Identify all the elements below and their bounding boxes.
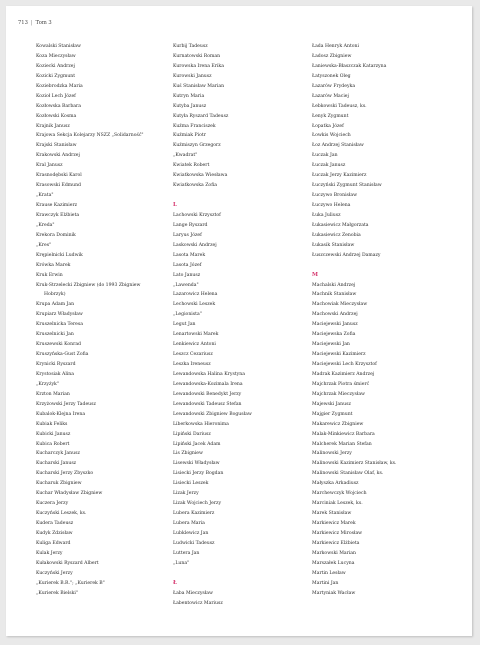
- index-entry: Lechowski Leszek: [173, 302, 216, 308]
- index-entry: Malak-Minkiewicz Barbara: [312, 431, 375, 437]
- index-entry: Koza Mieczysław: [36, 53, 76, 59]
- index-entry: Majewski Janusz: [312, 401, 351, 407]
- volume-label: Tom 3: [35, 20, 52, 26]
- index-entry: Kuliga Edward: [36, 540, 71, 546]
- index-entry: Łaniewska-Błaszczak Katarzyna: [312, 63, 387, 69]
- index-entry: Lizak Jerzy: [173, 491, 199, 497]
- index-entry: Łazarów Maciej: [312, 93, 349, 99]
- index-entry: Łebkowski Tadeusz, ks.: [312, 103, 367, 109]
- index-entry: Malinowski Jerzy: [312, 451, 352, 457]
- index-entry: Krawczyk Elżbieta: [36, 212, 80, 218]
- index-entry: Kruszyńska-Gust Zofia: [36, 352, 89, 358]
- index-entry: Łuczywo Helena: [312, 203, 351, 208]
- index-column-2: [173, 42, 309, 608]
- index-entry: Kurnatowski Roman: [173, 53, 221, 59]
- index-entry: Lasota Marek: [173, 252, 206, 258]
- document-page: [6, 6, 472, 636]
- index-entry: Liberkowska Hieronima: [173, 421, 229, 427]
- index-entry: Martin Lesław: [312, 570, 346, 576]
- index-entry: Koziecki Andrzej: [36, 63, 75, 69]
- blank-line: [173, 569, 309, 579]
- index-entry: Łukasiewicz Zenobia: [312, 232, 361, 238]
- index-entry: Machowiak Mieczysław: [312, 302, 368, 308]
- index-entry: Maciejewski Jan: [312, 342, 350, 348]
- index-entry: Malinowski Kazimierz Stanisław, ks.: [312, 461, 397, 467]
- index-entry: Leszka Ireneusz: [173, 362, 211, 367]
- index-entry: Kwiatkowska Zofia: [173, 183, 217, 189]
- index-entry: Machowski Andrzej: [312, 312, 358, 318]
- index-entry: Kulak Jerzy: [36, 550, 63, 556]
- index-entry: Laryus Józef: [173, 232, 202, 238]
- header-separator: |: [30, 20, 33, 26]
- section-letter: M: [312, 271, 318, 278]
- index-entry: Legut Jan: [173, 322, 196, 328]
- index-entry: Lewandowski Zbigniew Bogusław: [173, 411, 252, 417]
- index-entry: Kuczera Jerzy: [36, 501, 69, 507]
- index-entry: Lachowski Krzysztof: [173, 212, 221, 218]
- index-entry: Łopatka Józef: [312, 123, 344, 129]
- index-entry: „Lawenda": [173, 282, 199, 288]
- index-entry: Kuźmiszyn Grzegorz: [173, 143, 221, 149]
- index-entry: Lenartowski Marek: [173, 332, 219, 338]
- index-entry: Maciejewski Lech Krzysztof: [312, 362, 377, 367]
- index-entry: Krasowski Edmund: [36, 183, 81, 189]
- index-entry: Kudera Tadeusz: [36, 521, 74, 526]
- index-entry: Lisiecki Jerzy Bogdan: [173, 471, 224, 477]
- index-entry: Malinowski Stanisław Olaf, ks.: [312, 471, 384, 477]
- index-entry: Krajowa Sekcja Kolejarzy NSZZ „Solidarność": [36, 133, 144, 139]
- index-entry: Łowkis Wojciech: [312, 133, 351, 139]
- index-entry: Krystosiak Alina: [36, 371, 74, 377]
- index-entry: Kuchar Władysław Zbigniew: [36, 491, 103, 497]
- index-entry: Kudyk Zdzisław: [36, 530, 73, 536]
- index-entry: Krępielnicki Ludwik: [36, 252, 83, 258]
- index-entry: Łuszczewski Andrzej Damazy: [312, 252, 381, 258]
- index-entry: Kowalski Stanisław: [36, 44, 81, 49]
- index-entry: Marszałek Lucyna: [312, 560, 355, 566]
- index-entry: Kucharczyk Janusz: [36, 451, 80, 457]
- index-entry: Kruszelnicka Teresa: [36, 322, 83, 328]
- index-entry: Kurbij Tadeusz: [173, 44, 208, 49]
- index-entry: Kozłowski Kosma: [36, 113, 77, 119]
- index-entry: Markiewicz Marek: [312, 521, 356, 526]
- index-entry: Lizak Wojciech Jerzy: [173, 501, 222, 507]
- index-entry: Markiewicz Elżbieta: [312, 540, 360, 546]
- index-entry: Krzyżowski Jerzy Tadeusz: [36, 401, 96, 407]
- index-entry: Martini Jan: [312, 580, 339, 586]
- index-entry: Hobrzyk): [44, 292, 66, 298]
- index-entry: Lisewski Władysław: [173, 461, 220, 467]
- index-entry: Łaba Mieczysław: [173, 590, 213, 596]
- index-entry: Łatyszonek Oleg: [312, 73, 351, 79]
- index-entry: Markowski Marian: [312, 550, 356, 556]
- index-entry: „Kurierek Bielski": [36, 590, 78, 596]
- index-entry: Lewandowski Tadeusz Stefan: [173, 401, 242, 407]
- index-entry: Kwiatek Robert: [173, 163, 210, 169]
- index-entry: Majchrzak Mieczysław: [312, 391, 365, 397]
- index-entry: Małyszka Arkadiusz: [312, 481, 359, 487]
- index-entry: „Kwadrat": [173, 153, 198, 159]
- index-entry: Kucharski Jerzy Zbyszko: [36, 471, 94, 477]
- index-entry: Łukasiewicz Małgorzata: [312, 222, 369, 228]
- index-entry: Machnik Stanisław: [312, 292, 357, 298]
- index-entry: Krówka Marek: [36, 262, 71, 268]
- index-entry: Laskowski Andrzej: [173, 242, 217, 248]
- index-entry: Kuś Stanisław Marian: [173, 83, 225, 89]
- index-entry: Kucharski Janusz: [36, 461, 77, 467]
- index-entry: „Legionista": [173, 312, 202, 318]
- index-entry: „Krzyżyk": [36, 381, 59, 387]
- index-entry: Łuczak Jerzy Kazimierz: [312, 173, 367, 179]
- index-entry: Lubera Kazimierz: [173, 511, 215, 517]
- index-entry: Krynicki Ryszard: [36, 362, 76, 367]
- index-entry: Kruszelnicki Jan: [36, 332, 74, 338]
- index-entry: Maciejewski Kazimierz: [312, 352, 366, 358]
- index-entry: Makarewicz Zbigniew: [312, 421, 364, 427]
- index-entry: Lazarowicz Helena: [173, 292, 218, 298]
- index-entry: Markiewicz Mirosław: [312, 530, 363, 536]
- index-entry: Kurowska Irena Erika: [173, 63, 224, 69]
- index-entry: Kutryn Maria: [173, 93, 205, 99]
- index-entry: Łada Henryk Antoni: [312, 44, 359, 49]
- index-entry: Kral Janusz: [36, 163, 63, 169]
- index-entry: Lipiński Jacek Adam: [173, 441, 221, 447]
- index-entry: Krzton Marian: [36, 391, 70, 397]
- index-entry: Marchewczyk Wojciech: [312, 491, 367, 497]
- index-entry: Łoz Andrzej Stanisław: [312, 143, 364, 149]
- index-entry: Łuczywo Bronisław: [312, 193, 358, 199]
- index-entry: Krakowski Andrzej: [36, 153, 80, 159]
- index-entry: Kuźmiak Piotr: [173, 133, 206, 139]
- index-entry: „Krata": [36, 193, 54, 199]
- index-column-3: [312, 42, 448, 599]
- index-entry: Madrak Kazimierz Andrzej: [312, 371, 375, 377]
- index-entry: Łuczak Jan: [312, 153, 338, 159]
- index-column-1: [36, 42, 171, 599]
- index-entry: Kuczyński Jerzy: [36, 570, 73, 576]
- index-entry: Maciejewska Zofia: [312, 332, 356, 338]
- index-entry: „Kurierek B.R."; „Kurierek B": [36, 580, 105, 586]
- index-entry: Marek Stanisław: [312, 511, 352, 517]
- index-entry: Lewandowska Halina Krystyna: [173, 371, 245, 377]
- index-entry: Lipiński Dariusz: [173, 431, 211, 437]
- index-entry: Kutyła Ryszard Tadeusz: [173, 113, 229, 119]
- index-entry: Kruszewski Konrad: [36, 342, 81, 348]
- index-entry: Łuczak Janusz: [312, 163, 346, 169]
- index-entry: Łukasik Stanisław: [312, 242, 355, 248]
- index-entry: Łabentowicz Mariusz: [173, 600, 223, 606]
- index-entry: Kurowski Janusz: [173, 73, 212, 79]
- index-entry: Krause Kazimierz: [36, 203, 78, 208]
- index-entry: „Luna": [173, 560, 190, 566]
- index-entry: Krajnik Janusz: [36, 123, 70, 129]
- page-number: 713: [18, 20, 28, 26]
- index-entry: Lubklewicz Jan: [173, 530, 209, 536]
- index-entry: Kuźma Franciszek: [173, 123, 216, 129]
- index-entry: Majgier Zygmunt: [312, 411, 353, 417]
- index-entry: „Kres": [36, 242, 52, 248]
- index-entry: Lenkiewicz Antoni: [173, 342, 216, 348]
- index-entry: Łazarów Frydeyka: [312, 83, 356, 89]
- index-entry: Kubicki Janusz: [36, 431, 71, 437]
- index-entry: Lasota Józef: [173, 262, 202, 268]
- index-entry: Ludwicki Tadeusz: [173, 540, 215, 546]
- section-letter: Ł: [173, 579, 177, 586]
- index-entry: Koziebrodzka Maria: [36, 83, 83, 89]
- index-entry: Luttera Jan: [173, 550, 200, 556]
- index-entry: Machalski Andrzej: [312, 282, 356, 288]
- index-entry: Krupiarz Władysław: [36, 312, 83, 318]
- index-entry: Lewandowska-Kozimala Irena: [173, 381, 243, 387]
- index-entry: Łuka Juliusz: [312, 212, 341, 218]
- index-entry: Lis Zbigniew: [173, 451, 203, 457]
- index-entry: Krajski Stanisław: [36, 143, 77, 149]
- index-entry: Kułakowski Ryszard Albert: [36, 560, 99, 566]
- index-entry: Kozłowska Barbara: [36, 103, 81, 109]
- index-entry: Krasnodębski Karol: [36, 173, 82, 179]
- index-entry: Lisiecki Leszek: [173, 481, 209, 487]
- blank-line: [173, 191, 309, 201]
- index-entry: „Kreda": [36, 222, 55, 228]
- index-entry: Kozioł Lech Józef: [36, 93, 76, 99]
- index-entry: Malcherek Marian Stefan: [312, 441, 372, 447]
- section-letter: L: [173, 202, 177, 208]
- index-entry: Lubera Maria: [173, 521, 205, 526]
- index-entry: Kruk Erwin: [36, 272, 63, 278]
- index-entry: Kubalok-Klejna Irena: [36, 411, 86, 417]
- index-entry: Leszcz Cezariusz: [173, 352, 213, 358]
- index-entry: Majchrzak Piotra śmierć: [312, 381, 370, 387]
- index-entry: Lato Janusz: [173, 272, 201, 278]
- index-entry: Kubiak Feliks: [36, 421, 68, 427]
- index-entry: Martyniak Wacław: [312, 590, 356, 596]
- index-entry: Maciejewski Janusz: [312, 322, 358, 328]
- index-entry: Krupa Adam Jan: [36, 302, 75, 308]
- index-entry: Kruk-Strzelecki Zbigniew (do 1993 Zbigniew: [36, 282, 141, 288]
- index-entry: Marciniak Leszek, ks.: [312, 501, 363, 507]
- index-entry: Lewandowski Benedykt Jerzy: [173, 391, 242, 397]
- index-entry: Kuczyński Leszek, ks.: [36, 511, 87, 517]
- index-entry: Lange Ryszard: [173, 222, 208, 228]
- index-entry: Kwiatkowska Wiesława: [173, 173, 228, 179]
- page-header: [18, 20, 52, 26]
- index-entry: Kozicki Zygmunt: [36, 73, 76, 79]
- index-entry: Ładosz Zbigniew: [312, 53, 352, 59]
- index-entry: Kutyba Janusz: [173, 103, 207, 109]
- index-entry: Łuczyński Zygmunt Stanisław: [312, 183, 382, 189]
- index-entry: Krekora Dominik: [36, 232, 76, 238]
- index-entry: Kucharuk Zbigniew: [36, 481, 82, 487]
- index-entry: Kubica Robert: [36, 441, 70, 447]
- blank-line: [312, 261, 448, 271]
- index-entry: Łenyk Zygmunt: [312, 113, 349, 119]
